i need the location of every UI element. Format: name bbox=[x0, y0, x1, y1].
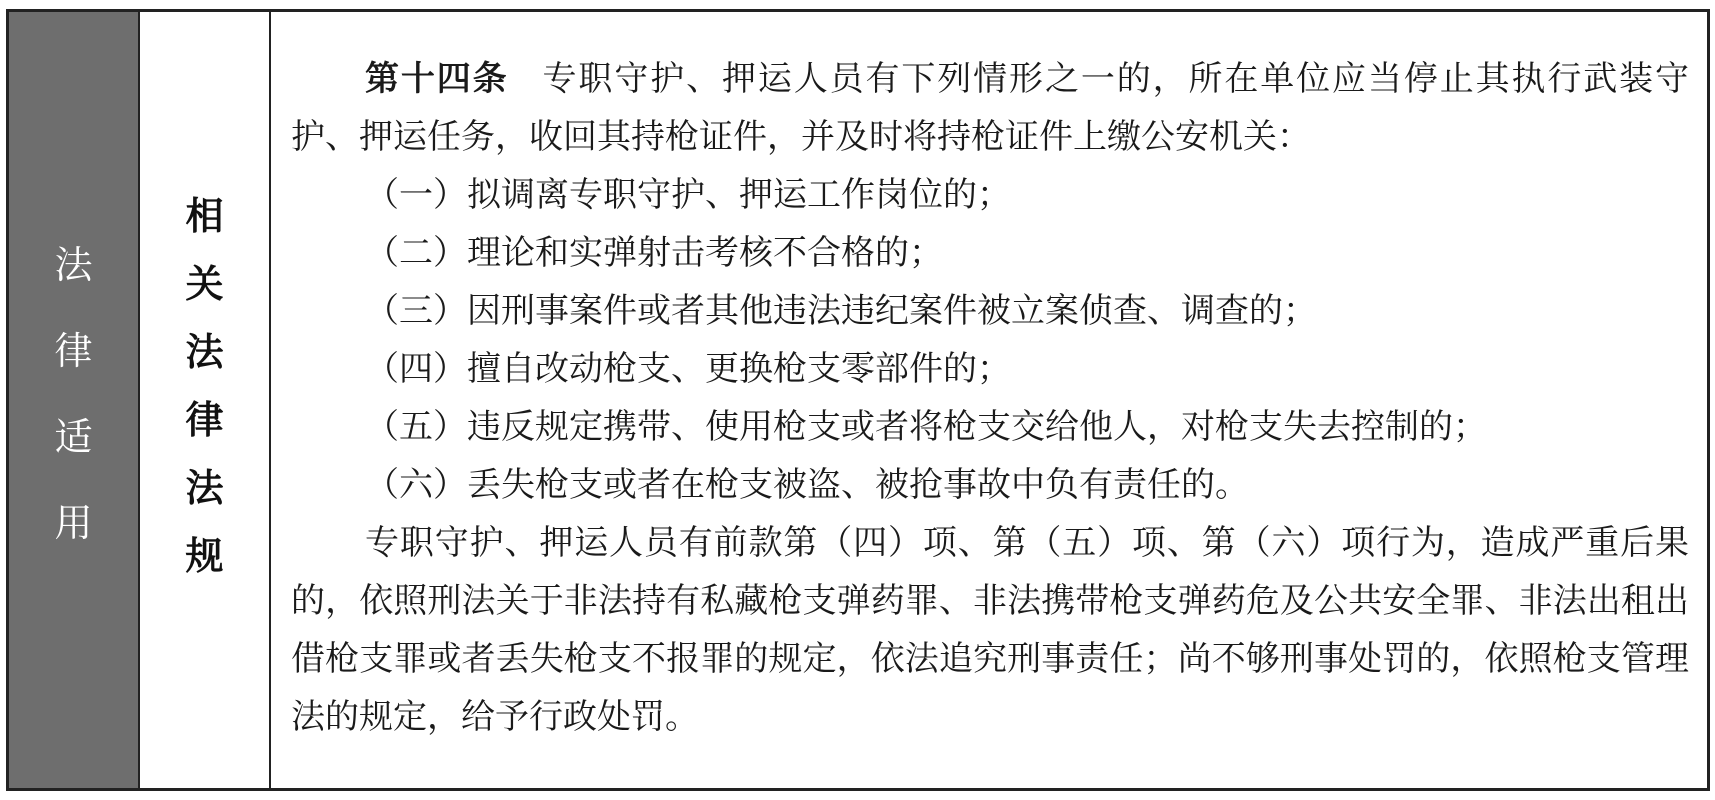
article-item: （六）丢失枪支或者在枪支被盗、被抢事故中负有责任的。 bbox=[365, 465, 1249, 505]
article-number: 第十四条 bbox=[365, 59, 509, 99]
category-char: 用 bbox=[54, 501, 93, 545]
section-char: 法 bbox=[185, 466, 224, 510]
section-char: 法 bbox=[185, 330, 224, 374]
section-char: 规 bbox=[185, 534, 224, 578]
category-char: 适 bbox=[54, 415, 93, 459]
article-item: （五）违反规定携带、使用枪支或者将枪支交给他人，对枪支失去控制的； bbox=[365, 407, 1487, 447]
article-intro: 专职守护、押运人员有下列情形之一的，所在单位应当停止其执行武装守护、押运任务，收回其持枪证件，并及时将持枪证件上缴公安机关： bbox=[291, 59, 1690, 157]
category-char: 法 bbox=[54, 243, 93, 287]
article-intro-paragraph bbox=[291, 50, 1689, 166]
law-table bbox=[6, 9, 1710, 791]
category-column bbox=[9, 12, 140, 788]
article-content bbox=[271, 12, 1707, 788]
section-char: 关 bbox=[185, 262, 224, 306]
article-item: （一）拟调离专职守护、押运工作岗位的； bbox=[365, 175, 1011, 215]
article-item: （二）理论和实弹射击考核不合格的； bbox=[365, 233, 943, 273]
article-item: （四）擅自改动枪支、更换枪支零部件的； bbox=[365, 349, 1011, 389]
section-label bbox=[185, 194, 224, 578]
section-column bbox=[140, 12, 271, 788]
category-label bbox=[54, 243, 93, 545]
section-char: 相 bbox=[185, 194, 224, 238]
article-item: （三）因刑事案件或者其他违法违纪案件被立案侦查、调查的； bbox=[365, 291, 1317, 331]
category-char: 律 bbox=[54, 329, 93, 373]
section-char: 律 bbox=[185, 398, 224, 442]
article-closing-paragraph: 专职守护、押运人员有前款第（四）项、第（五）项、第（六）项行为，造成严重后果的，依照刑法关于非法持有私藏枪支弹药罪、非法携带枪支弹药危及公共安全罪、非法出租出借枪支罪或者丢失枪支不报罪的规定，依法追究刑事责任；尚不够刑事处罚的，依照枪支管理法的规定，给予行政处罚。 bbox=[291, 523, 1689, 737]
